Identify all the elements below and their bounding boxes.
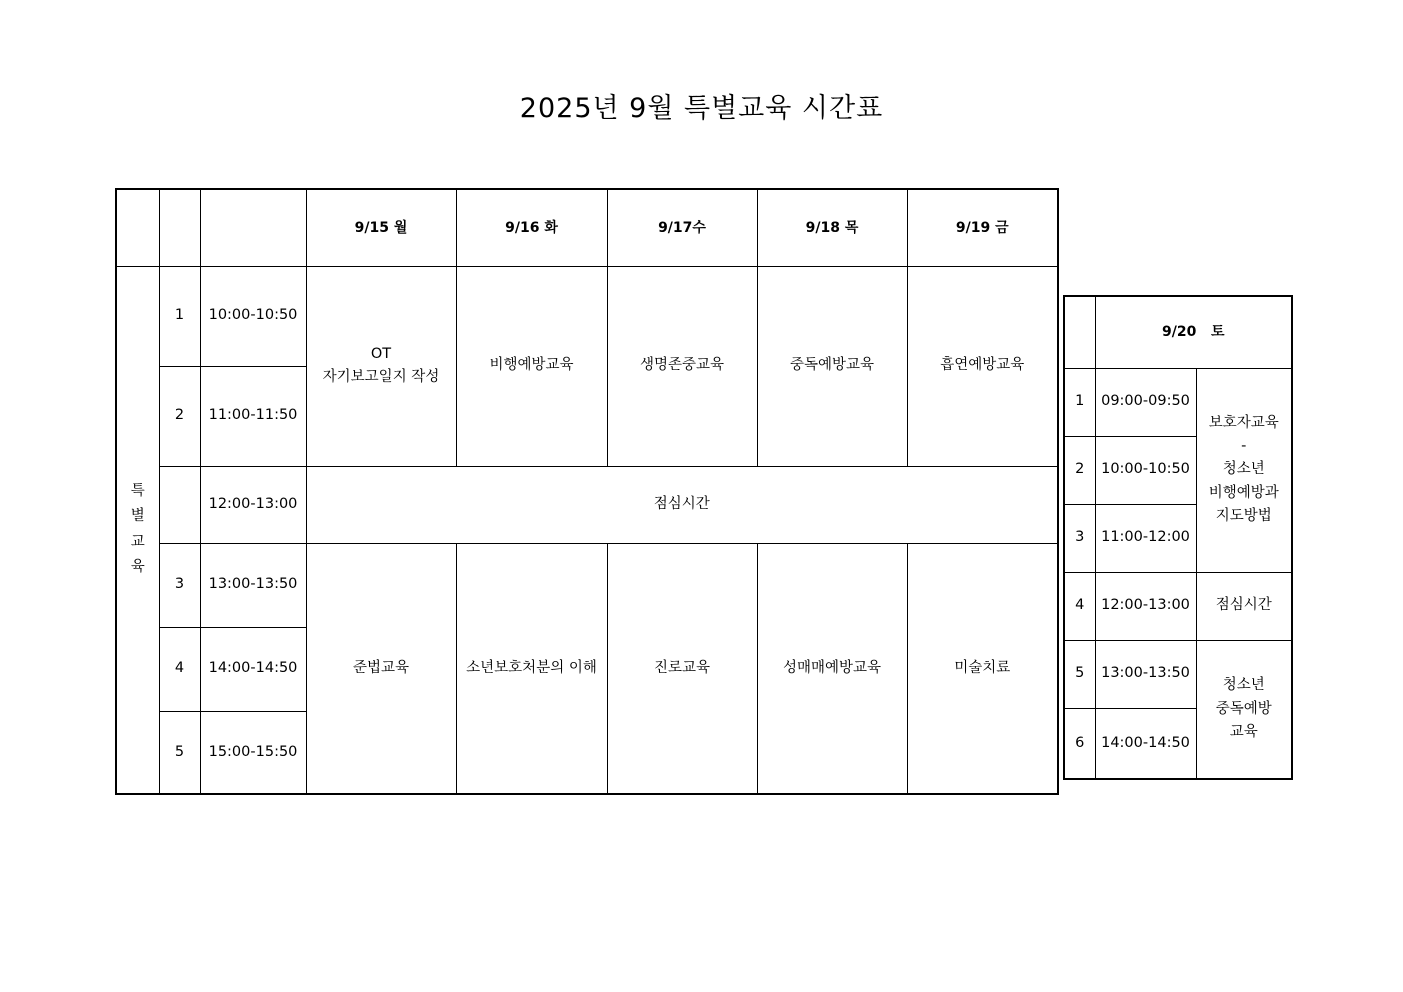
class-cell: 흡연예방교육 (907, 266, 1058, 466)
period-time: 14:00-14:50 (1095, 708, 1196, 779)
saturday-schedule-table (1063, 295, 1293, 780)
period-time: 10:00-10:50 (1095, 436, 1196, 504)
day-header: 9/19 금 (907, 189, 1058, 266)
period-number: 4 (1064, 572, 1095, 640)
page-title: 2025년 9월 특별교육 시간표 (519, 93, 884, 124)
class-name-line: OT (370, 345, 392, 362)
class-name-line: - (1241, 438, 1247, 455)
class-name-line: 비행예방과 (1208, 484, 1279, 501)
period-time: 14:00-14:50 (200, 627, 306, 711)
period-time: 13:00-13:50 (1095, 640, 1196, 708)
class-cell: 성매매예방교육 (757, 543, 907, 794)
period-time: 13:00-13:50 (200, 543, 306, 627)
lunch-row (116, 466, 1058, 543)
class-name-line: 청소년 (1222, 677, 1265, 694)
class-cell: 비행예방교육 (456, 266, 607, 466)
period-number: 6 (1064, 708, 1095, 779)
lunch-cell: 점심시간 (1196, 572, 1292, 640)
class-cell: 중독예방교육 (757, 266, 907, 466)
period-number: 1 (1064, 368, 1095, 436)
day-header: 9/16 화 (456, 189, 607, 266)
header-empty-cell (200, 189, 306, 266)
category-char: 육 (130, 559, 145, 576)
period-number: 1 (159, 266, 200, 366)
class-cell: 생명존중교육 (607, 266, 757, 466)
period-number: 2 (159, 366, 200, 466)
period-number: 2 (1064, 436, 1095, 504)
class-cell (1196, 640, 1292, 779)
header-empty-cell (159, 189, 200, 266)
lunch-cell: 점심시간 (306, 466, 1058, 543)
period-row (116, 543, 1058, 627)
class-cell: 진로교육 (607, 543, 757, 794)
period-time: 15:00-15:50 (200, 711, 306, 794)
class-cell: 소년보호처분의 이해 (456, 543, 607, 794)
class-name-line: 중독예방 (1215, 700, 1272, 717)
period-number: 5 (1064, 640, 1095, 708)
header-row (116, 189, 1058, 266)
period-row (1064, 368, 1292, 436)
period-time: 12:00-13:00 (200, 466, 306, 543)
header-empty-cell (116, 189, 159, 266)
category-label (116, 266, 159, 794)
day-header: 9/15 월 (306, 189, 456, 266)
period-number (159, 466, 200, 543)
header-row (1064, 296, 1292, 368)
header-empty-cell (1064, 296, 1095, 368)
period-number: 4 (159, 627, 200, 711)
class-cell (1196, 368, 1292, 572)
class-name-line: 지도방법 (1215, 507, 1272, 524)
period-time: 09:00-09:50 (1095, 368, 1196, 436)
class-name-line: 보호자교육 (1208, 415, 1279, 432)
period-row (1064, 640, 1292, 708)
category-char: 별 (130, 508, 145, 525)
weekday-schedule-table (115, 188, 1059, 795)
period-time: 10:00-10:50 (200, 266, 306, 366)
period-time: 12:00-13:00 (1095, 572, 1196, 640)
class-name-line: 청소년 (1222, 461, 1265, 478)
day-header: 9/17수 (607, 189, 757, 266)
day-header: 9/20 토 (1095, 296, 1292, 368)
class-cell: 준법교육 (306, 543, 456, 794)
class-name-line: 자기보고일지 작성 (322, 369, 440, 385)
period-number: 5 (159, 711, 200, 794)
class-name-line: 교육 (1229, 723, 1258, 740)
day-header: 9/18 목 (757, 189, 907, 266)
period-time: 11:00-11:50 (200, 366, 306, 466)
period-row (116, 266, 1058, 366)
period-time: 11:00-12:00 (1095, 504, 1196, 572)
period-number: 3 (1064, 504, 1095, 572)
period-number: 3 (159, 543, 200, 627)
lunch-row (1064, 572, 1292, 640)
category-char: 특 (130, 483, 145, 499)
category-char: 교 (130, 533, 145, 550)
class-cell: 미술치료 (907, 543, 1058, 794)
class-cell (306, 266, 456, 466)
